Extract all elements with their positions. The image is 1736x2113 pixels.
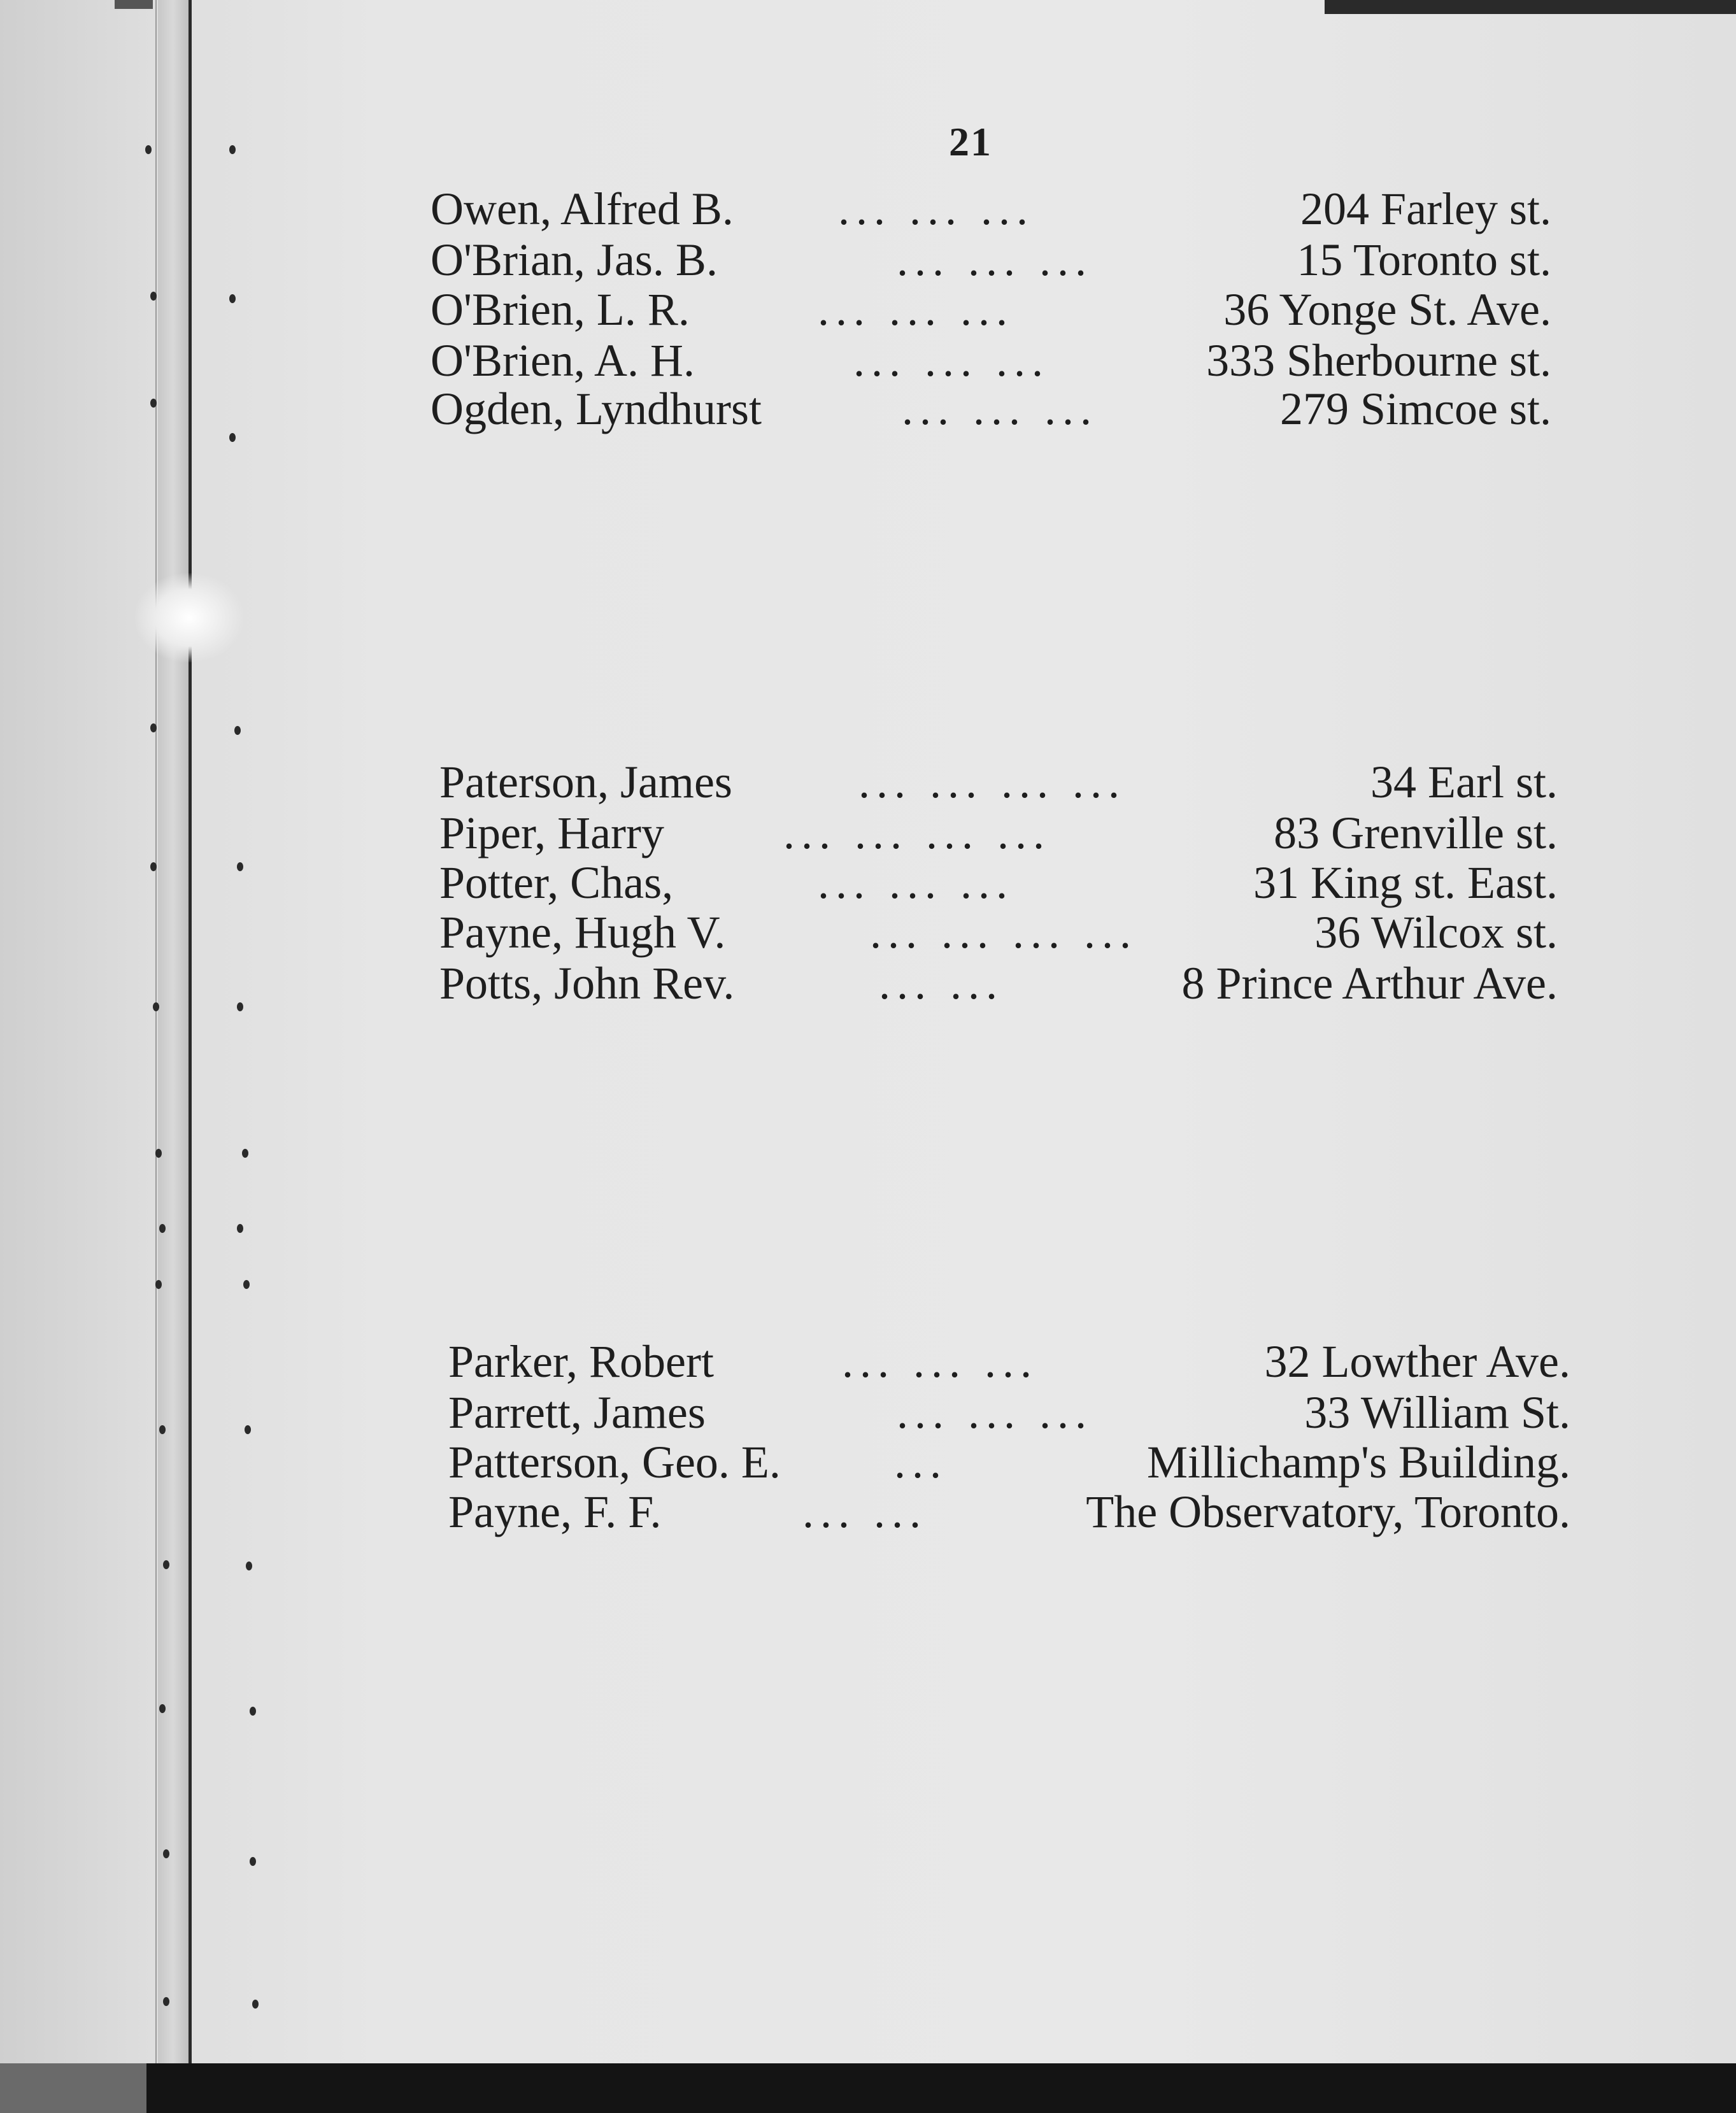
entry-address: 83 Grenville st. (1274, 807, 1558, 858)
dot-leader: ... ... (879, 958, 1004, 1009)
stitch-hole (246, 1562, 252, 1570)
entry-address: 32 Lowther Ave. (1264, 1336, 1570, 1387)
dot-leader: ... ... (802, 1486, 927, 1537)
stitch-hole (163, 1560, 169, 1569)
entry-address: Millichamp's Building. (1147, 1437, 1570, 1488)
dot-leader: ... ... ... (818, 284, 1014, 335)
directory-entry (448, 1387, 1570, 1438)
stitch-hole (155, 1149, 162, 1158)
entry-address: 34 Earl st. (1370, 757, 1558, 807)
scan-edge-shadow (1325, 0, 1736, 14)
entry-name: Payne, Hugh V. (439, 907, 726, 958)
entry-name: Potts, John Rev. (439, 958, 735, 1009)
directory-entry (439, 807, 1558, 858)
directory-entry (439, 757, 1558, 807)
stitch-hole (153, 1002, 159, 1011)
stitch-hole (163, 1849, 169, 1858)
entry-name: Owen, Alfred B. (430, 183, 734, 234)
directory-entry (430, 284, 1551, 335)
binding-edge (155, 0, 157, 2063)
dot-leader: ... ... ... (897, 1387, 1093, 1438)
directory-entry (448, 1437, 1570, 1488)
directory-entry (439, 958, 1558, 1009)
directory-entry (448, 1486, 1570, 1537)
stitch-hole (150, 292, 157, 301)
scan-edge-shadow (0, 2063, 146, 2113)
stitch-hole (250, 1707, 256, 1716)
entry-name: Patterson, Geo. E. (448, 1437, 781, 1488)
scan-bottom-border (146, 2063, 1736, 2113)
stitch-hole (163, 1997, 169, 2006)
dot-leader: ... ... ... (842, 1336, 1038, 1387)
dot-leader: ... ... ... ... (858, 757, 1126, 807)
directory-entry (430, 183, 1551, 234)
directory-entry (430, 234, 1551, 285)
entry-name: Paterson, James (439, 757, 732, 807)
stitch-hole (155, 1280, 162, 1289)
entry-address: 8 Prince Arthur Ave. (1181, 958, 1558, 1009)
stitch-hole (229, 433, 236, 442)
scan-edge-shadow (115, 0, 153, 9)
entry-name: Potter, Chas, (439, 857, 674, 908)
stitch-hole (237, 1224, 243, 1233)
entry-name: Parrett, James (448, 1387, 706, 1438)
stitch-hole (145, 145, 152, 154)
entry-address: 36 Yonge St. Ave. (1223, 284, 1551, 335)
entry-name: O'Brian, Jas. B. (430, 234, 718, 285)
stitch-hole (150, 862, 157, 871)
entry-address: The Observatory, Toronto. (1086, 1486, 1570, 1537)
directory-entry (430, 383, 1551, 434)
stitch-hole (150, 399, 157, 408)
entry-address: 204 Farley st. (1300, 183, 1551, 234)
dot-leader: ... ... ... (897, 234, 1093, 285)
stitch-hole (250, 1857, 256, 1866)
stitch-hole (150, 723, 157, 732)
stitch-hole (229, 145, 236, 154)
entry-name: O'Brien, A. H. (430, 335, 695, 386)
stitch-hole (159, 1704, 166, 1713)
dot-leader: ... ... ... ... (870, 907, 1137, 958)
stitch-hole (245, 1425, 251, 1434)
entry-name: Piper, Harry (439, 807, 665, 858)
stitch-hole (243, 1280, 250, 1289)
entry-address: 279 Simcoe st. (1280, 383, 1551, 434)
dot-leader: ... ... ... ... (783, 807, 1051, 858)
directory-entry (430, 335, 1551, 386)
entry-address: 36 Wilcox st. (1314, 907, 1558, 958)
stitch-hole (237, 862, 243, 871)
page-number: 21 (949, 119, 992, 164)
binding-fold (158, 0, 189, 2063)
stitch-hole (237, 1002, 243, 1011)
stitch-hole (234, 726, 241, 735)
entry-address: 333 Sherbourne st. (1206, 335, 1551, 386)
dot-leader: ... ... ... (902, 383, 1098, 434)
stitch-hole (229, 294, 236, 303)
directory-entry (439, 907, 1558, 958)
entry-address: 15 Toronto st. (1297, 234, 1551, 285)
entry-address: 31 King st. East. (1253, 857, 1558, 908)
dot-leader: ... ... ... (818, 857, 1014, 908)
dot-leader: ... (894, 1437, 948, 1488)
stitch-hole (159, 1425, 166, 1434)
paper-damage (135, 573, 243, 662)
stitch-hole (252, 2000, 259, 2009)
entry-name: O'Brien, L. R. (430, 284, 690, 335)
directory-entry (439, 857, 1558, 908)
directory-entry (448, 1336, 1570, 1387)
stitch-hole (159, 1224, 166, 1233)
dot-leader: ... ... ... (853, 335, 1049, 386)
entry-name: Payne, F. F. (448, 1486, 662, 1537)
binding-spine (189, 0, 192, 2063)
stitch-hole (242, 1149, 248, 1158)
entry-address: 33 William St. (1304, 1387, 1570, 1438)
entry-name: Ogden, Lyndhurst (430, 383, 762, 434)
dot-leader: ... ... ... (838, 183, 1034, 234)
entry-name: Parker, Robert (448, 1336, 714, 1387)
